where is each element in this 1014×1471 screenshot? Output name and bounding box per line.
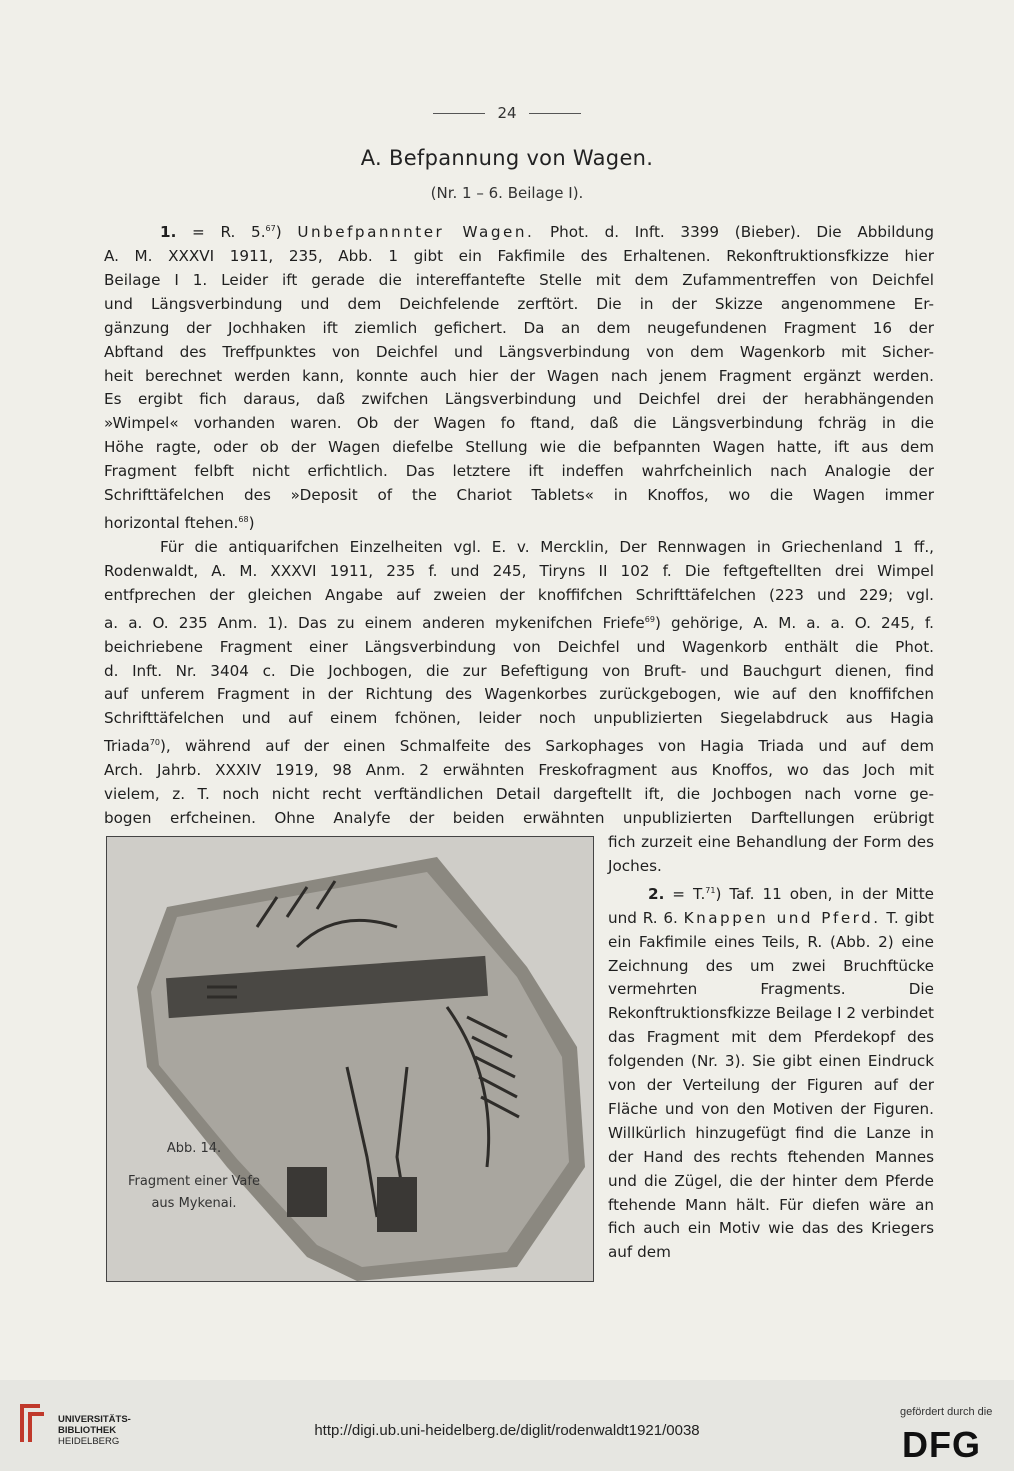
- entry-1-line: »Wimpel« vorhanden waren. Ob der Wagen fo ftand, daß die Längsverbindung fchräg in die: [104, 414, 934, 433]
- page-number-rule-left: [433, 113, 485, 114]
- dfg-logo: DFG: [902, 1424, 981, 1465]
- para-2-line: [104, 731, 934, 759]
- section-subheading: (Nr. 1 – 6. Beilage I).: [430, 184, 584, 202]
- figure-14: [104, 834, 598, 1289]
- para-2-line: Schrifttäfelchen und auf einem fchönen, leider noch unpublizierten Siegelabdruck aus Hagia: [104, 709, 934, 728]
- page-number: [0, 104, 1014, 122]
- para-2-line: Rodenwaldt, A. M. XXXVI 1911, 235 f. und 245, Tiryns II 102 f. Die feftgeftellten drei Wimpel: [104, 561, 934, 580]
- para-2-line: Arch. Jahrb. XXXIV 1919, 98 Anm. 2 erwähnten Freskofragment aus Knoffos, wo das Joch mit: [104, 761, 934, 780]
- footnote-ref-71: 71: [705, 885, 716, 895]
- entry-1-ref: = R. 5.: [176, 223, 266, 242]
- entry-1-line: Fragment felbft nicht erfichtlich. Das letztere ift indeffen wahrfcheinlich nach Analogie der: [104, 462, 934, 481]
- para-2-line: d. Inft. Nr. 3404 c. Die Jochbogen, die zur Befeftigung von Bruft- und Bauchgurt dienen, find: [104, 661, 934, 680]
- para-2-line-9-start: Triada: [104, 737, 150, 756]
- library-name-line-1: UNIVERSITÄTS-: [58, 1414, 131, 1425]
- para-2-line: [104, 608, 934, 636]
- library-name-line-3: HEIDELBERG: [58, 1436, 120, 1447]
- entry-1-line: Phot. d. Inft. 3399 (Bieber). Die Abbildung: [550, 223, 934, 242]
- para-2-line: bogen erfcheinen. Ohne Analyfe der beiden erwähnten unpublizierten Darftellungen erübrigt: [104, 809, 934, 827]
- para-2-line-4-start: a. a. O. 235 Anm. 1). Das zu einem anderen mykenifchen Friefe: [104, 613, 645, 632]
- para-2-line-9-rest: ), während auf der einen Schmalfeite des Sarkophages von Hagia Triada und auf dem: [159, 737, 934, 756]
- page-number-rule-right: [529, 113, 581, 114]
- para-2-line-4-rest: ) gehörige, A. M. a. a. O. 245, f.: [654, 613, 934, 632]
- section-heading: A. Befpannung von Wagen.: [360, 146, 654, 170]
- footnote-ref-70: 70: [149, 738, 160, 748]
- entry-1-last-text: horizontal ftehen.: [104, 514, 239, 532]
- library-name-line-2: BIBLIOTHEK: [58, 1425, 117, 1436]
- entry-1-line: Abftand des Treffpunktes von Deichfel und Längsverbindung von dem Wagenkorb mit Sicher-: [104, 342, 934, 361]
- entry-2-ref-rest: ) Taf. 11 oben, in der Mitte und R. 6.: [608, 884, 935, 927]
- para-2-line: Für die antiquarifchen Einzelheiten vgl. E. v. Mercklin, Der Rennwagen in Griechenland 1 ff.,: [160, 537, 934, 556]
- entry-1-line: A. M. XXXVI 1911, 235, Abb. 1 gibt ein Fakfimile des Erhaltenen. Rekonftruktionsfkizze hier: [104, 246, 934, 265]
- body-text: [104, 217, 934, 1289]
- figure-caption-line-2: aus Mykenai.: [151, 1195, 237, 1211]
- entry-1-line: Es ergibt fich daraus, daß zwifchen Längsverbindung und Deichfel drei der herabhängenden: [104, 390, 934, 409]
- entry-1-last-line: horizontal ftehen.$^{68}$): [104, 514, 255, 532]
- entry-1-line: und Längsverbindung und dem Deichfelende zerftört. Die in der Skizze angenommene Er-: [104, 294, 934, 313]
- source-url-link[interactable]: http://digi.ub.uni-heidelberg.de/diglit/rodenwaldt1921/0038: [314, 1422, 700, 1439]
- entry-1-line: Höhe ragte, oder ob der Wagen diefelbe Stellung wie die befpannten Wagen hatte, ift aus dem: [104, 438, 934, 457]
- entry-2-text: T. gibt ein Fakfimile eines Teils, R. (Abb. 2) eine Zeichnung des um zwei Bruchftücke vermehrten Fragments. Die Rekonftruktionsfkizze Beilage I 2 verbindet das Fragment mit dem Pferdekopf des folgenden (Nr. 3). Sie gibt einen Eindruck von der Verteilung der Figuren auf der Fläche und von den Motiven der Figuren. Willkürlich hinzugefügt find die Lanze in der Hand des rechts ftehenden Mannes und die Zügel, die der hinter dem Pferde ftehende Mann hält. Für diefen wäre an fich auch ein Motiv wie das des Kriegers auf dem: [608, 908, 934, 1262]
- funded-by-label: gefördert durch die: [900, 1406, 993, 1418]
- entry-1-line: Beilage I 1. Leider ift gerade die intereffantefte Stelle mit dem Zufammentreffen von Deichfel: [104, 270, 934, 289]
- footnote-ref-69: 69: [644, 614, 655, 624]
- entry-1-title: Unbefpannnter Wagen.: [297, 223, 535, 242]
- footnote-ref-67: 67: [265, 224, 276, 233]
- para-2-line: auf unferem Fragment in der Richtung des Wagenkorbes zurückgebogen, wie auf den knoffifchen: [104, 685, 934, 704]
- entry-2-ref: = T.: [664, 884, 706, 903]
- entry-1-line: Schrifttäfelchen des »Deposit of the Chariot Tablets« in Knoffos, wo die Wagen immer: [104, 486, 934, 505]
- para-2-line: vielem, z. T. noch nicht recht verftändlichen Detail dargeftellt ift, die Jochbogen nach vorne ge-: [104, 785, 934, 804]
- para-2-line: beichriebene Fragment einer Längsverbindung von Deichfel und Wagenkorb enthält die Phot.: [104, 637, 934, 656]
- footnote-ref-68: 68: [238, 514, 249, 524]
- para-2-line: entfprechen der gleichen Angabe auf zweien der knoffifchen Schrifttäfelchen (223 und 229; vgl.: [104, 585, 934, 604]
- entry-1-line: heit berechnet werden kann, konnte auch hier der Wagen nach jenem Fragment ergänzt werden.: [104, 366, 934, 385]
- entry-2-number: 2.: [648, 884, 665, 903]
- entry-2-title: Knappen und Pferd.: [683, 908, 881, 927]
- figure-caption-line-1: Fragment einer Vafe: [128, 1173, 260, 1189]
- footer-bar: [0, 1380, 1014, 1471]
- para-2-tail: fich zurzeit eine Behandlung der Form des Joches.: [608, 832, 934, 875]
- entry-1-first-line: 1. = R. 5.67) Unbefpannnter Wagen. Phot. d. Inft. 3399 (Bieber). Die Abbildung: [160, 223, 934, 242]
- figure-label: Abb. 14.: [166, 1140, 222, 1156]
- page-number-text: 24: [497, 104, 517, 122]
- entry-1-number: 1.: [160, 223, 177, 242]
- vase-fragment-photo: [106, 836, 594, 1282]
- entry-1-line: gänzung der Jochhaken ift ziemlich gefichert. Da an dem neugefundenen Fragment 16 der: [104, 318, 934, 337]
